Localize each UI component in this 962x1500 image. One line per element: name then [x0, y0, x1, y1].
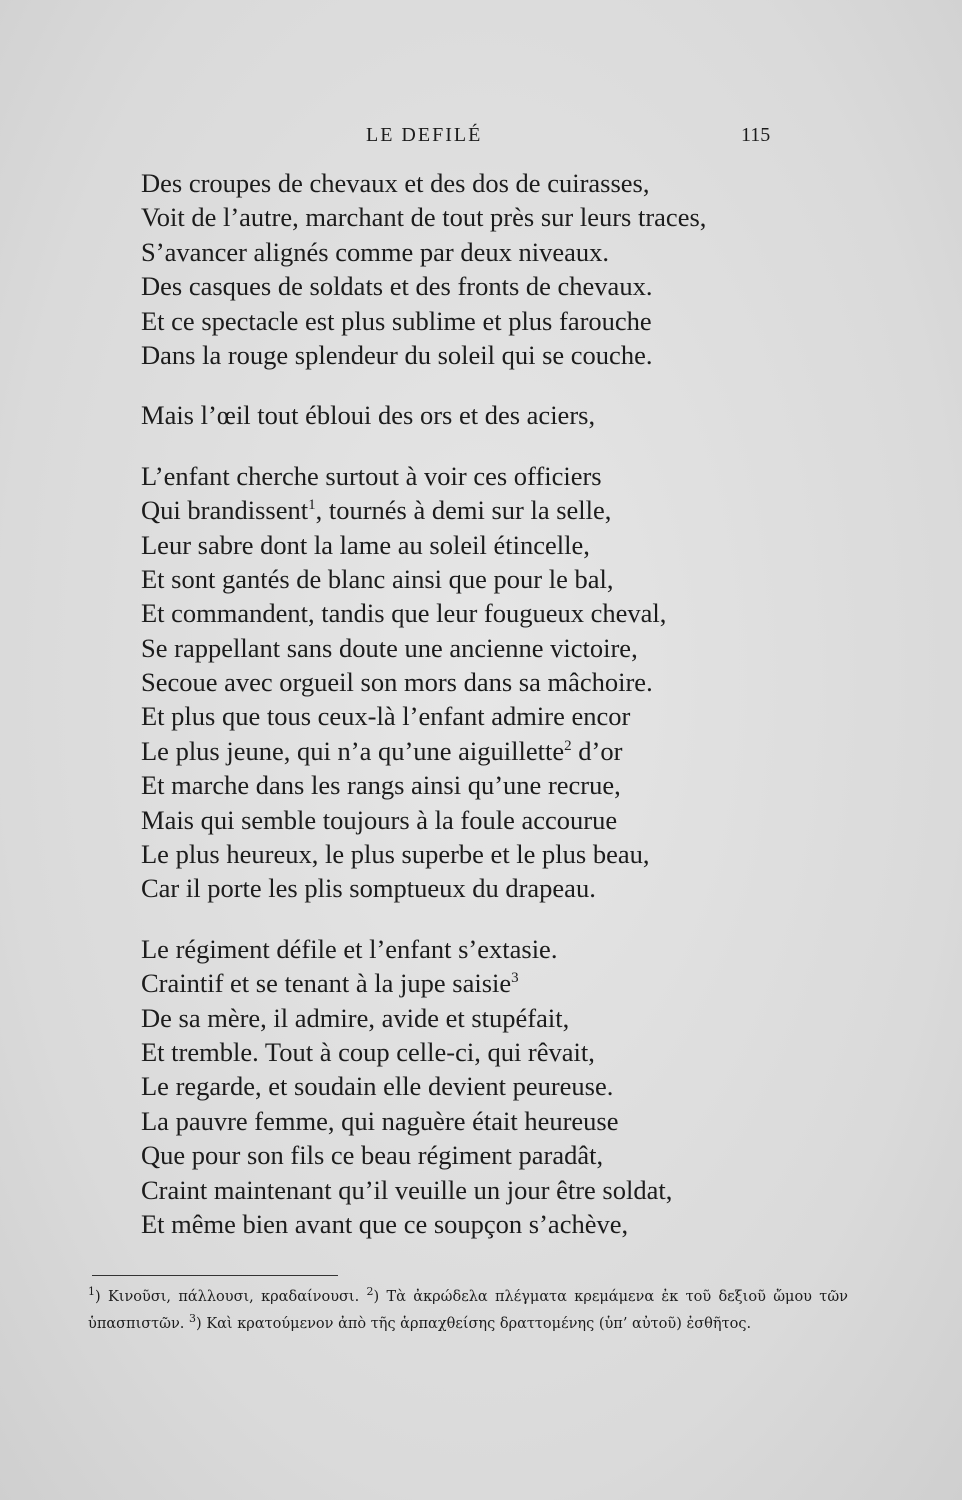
footnote: $^3$) Καὶ κρατούμενον ἀπὸ τῆς ἁρπαχθείσης δραττομένης (ὑπ’ αὐτοῦ) ἐσθῆτος. — [189, 1311, 752, 1332]
footnote-mark: 1 — [88, 1285, 95, 1299]
poem-line: Des casques de soldats et des fronts de chevaux. — [141, 271, 653, 302]
poem-line: Et tremble. Tout à coup celle-ci, qui rêvait, — [141, 1036, 595, 1067]
page-number: 115 — [741, 124, 771, 146]
poem-line: Se rappellant sans doute une ancienne victoire, — [141, 632, 638, 663]
footnote-mark: 3 — [189, 1311, 197, 1325]
poem-line — [141, 734, 821, 768]
page-header — [0, 124, 962, 154]
poem-line: Car il porte les plis somptueux du drapeau. — [141, 873, 596, 904]
footnote-text: Κινοῦσι, πάλλουσι, κραδαίνουσι. — [107, 1289, 360, 1305]
footnote-text: Καὶ κρατούμενον ἀπὸ τῆς ἁρπαχθείσης δραττομένης (ὑπ’ αὐτοῦ) ἐσθῆτος. — [206, 1315, 752, 1332]
stanza — [141, 932, 821, 1242]
line-text: Craintif et se tenant à la jupe saisie — [141, 968, 512, 999]
poem-line: Des croupes de chevaux et des dos de cuirasses, — [141, 168, 650, 198]
poem-line: Mais l’œil tout ébloui des ors et des aciers, — [141, 400, 596, 431]
poem-line: Le regarde, et soudain elle devient peureuse. — [141, 1071, 614, 1102]
footnote: $^1$) Κινοῦσι, πάλλουσι, κραδαίνουσι. — [88, 1285, 360, 1305]
line-text: Qui brandissent — [141, 495, 309, 526]
footnote-mark: 2 — [366, 1285, 374, 1299]
stanza — [141, 398, 821, 432]
poem-line: De sa mère, il admire, avide et stupéfait, — [141, 1002, 570, 1033]
footnote-ref: 2 — [564, 738, 572, 755]
line-text: , tournés à demi sur la selle, — [315, 495, 612, 526]
poem-line: Dans la rouge splendeur du soleil qui se couche. — [141, 339, 653, 370]
footnote-ref: 3 — [511, 970, 519, 987]
poem-line: Leur sabre dont la lame au soleil étincelle, — [141, 529, 590, 560]
poem-line: Et même bien avant que ce soupçon s’achève, — [141, 1208, 629, 1239]
poem-line: Et sont gantés de blanc ainsi que pour le bal, — [141, 563, 614, 594]
poem-line: Secoue avec orgueil son mors dans sa mâchoire. — [141, 667, 653, 698]
poem-line: Craint maintenant qu’il veuille un jour être soldat, — [141, 1174, 673, 1205]
line-text: d’or — [571, 735, 623, 766]
stanza — [141, 166, 821, 372]
running-title: LE DEFILÉ — [366, 124, 483, 146]
footnote-ref: 1 — [308, 497, 316, 514]
poem-line: Le plus heureux, le plus superbe et le plus beau, — [141, 839, 650, 870]
stanza — [141, 459, 821, 906]
line-text: Le plus jeune, qui n’a qu’une aiguillette — [141, 735, 565, 766]
poem-line: La pauvre femme, qui naguère était heureuse — [141, 1105, 619, 1136]
footnote: $^2$) Τὰ ἀκρώδελα πλέγματα κρεμάμενα ἐκ τοῦ δεξιοῦ ὤμου τῶν ὑπασπιστῶν. — [88, 1285, 848, 1332]
poem-line — [141, 493, 821, 527]
poem-line: Et plus que tous ceux-là l’enfant admire encor — [141, 701, 631, 732]
poem-body — [141, 166, 821, 1241]
poem-line — [141, 966, 821, 1000]
poem-line: Mais qui semble toujours à la foule accourue — [141, 804, 618, 835]
footnotes — [88, 1284, 848, 1337]
poem-line: L’enfant cherche surtout à voir ces officiers — [141, 460, 602, 491]
poem-line: Que pour son fils ce beau régiment paradât, — [141, 1140, 604, 1171]
poem-line: Et marche dans les rangs ainsi qu’une recrue, — [141, 770, 621, 801]
poem-line: S’avancer alignés comme par deux niveaux. — [141, 236, 609, 267]
poem-line: Le régiment défile et l’enfant s’extasie. — [141, 933, 558, 964]
poem-line: Et commandent, tandis que leur fougueux cheval, — [141, 598, 667, 629]
poem-line: Voit de l’autre, marchant de tout près sur leurs traces, — [141, 202, 707, 233]
poem-line: Et ce spectacle est plus sublime et plus farouche — [141, 305, 652, 336]
footnote-text: Τὰ ἀκρώδελα πλέγματα κρεμάμενα ἐκ τοῦ δεξιοῦ ὤμου τῶν ὑπασπιστῶν. — [88, 1289, 848, 1332]
footnote-rule — [92, 1275, 338, 1276]
